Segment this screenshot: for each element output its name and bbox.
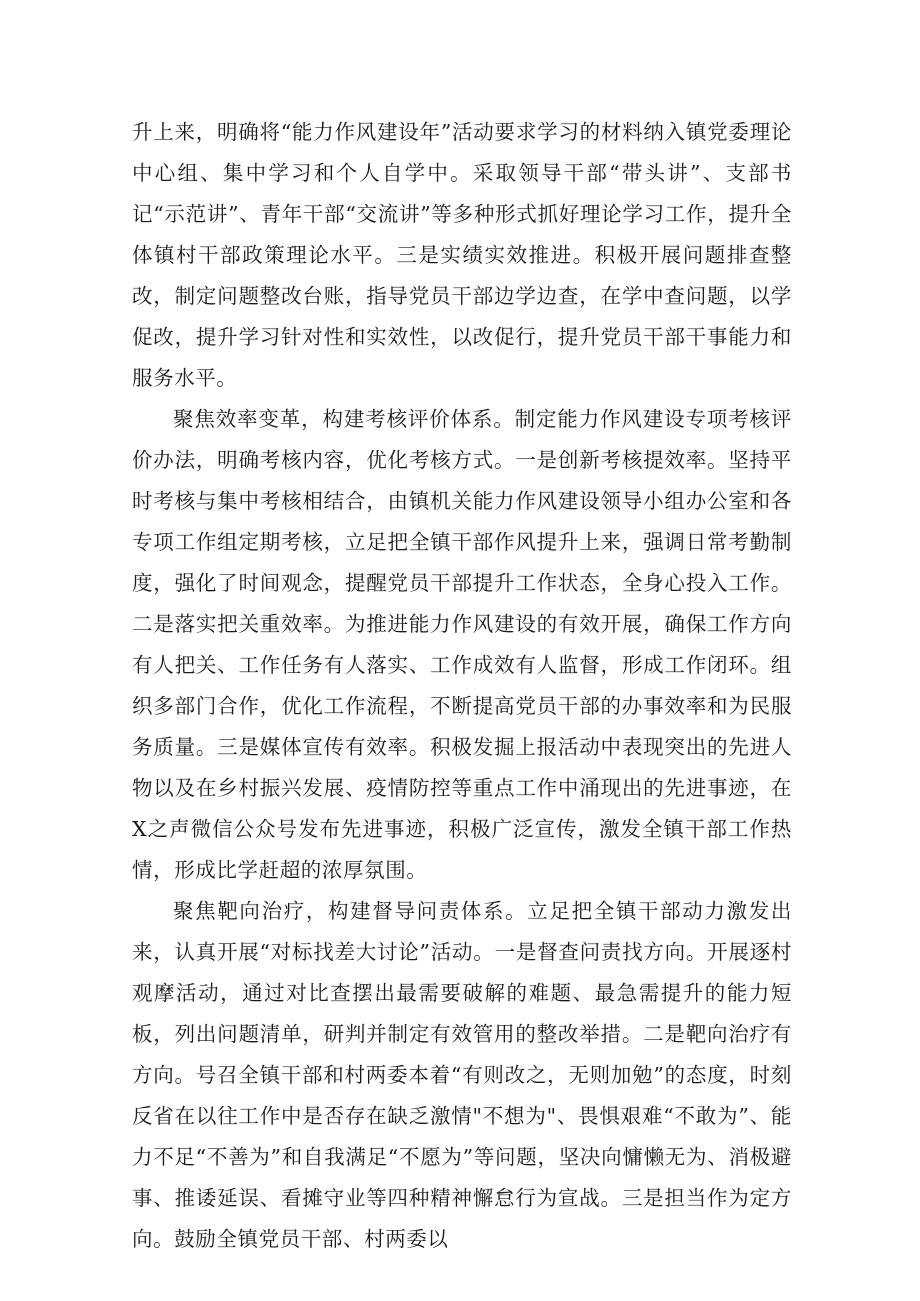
paragraph-continuation: 升上来，明确将“能力作风建设年”活动要求学习的材料纳入镇党委理论中心组、集中学习和个人自学中。采取领导干部“带头讲”、支部书记“示范讲”、青年干部“交流讲”等多种形式抓好理论学习工作，提升全体镇村干部政策理论水平。三是实绩实效推进。积极开展问题排查整改，制定问题整改台账，指导党员干部边学边查，在学中查问题，以学促改，提升学习针对性和实效性，以改促行，提升党员干部干事能力和服务水平。 xyxy=(132,120,792,390)
paragraph-efficiency-reform: 聚焦效率变革，构建考核评价体系。制定能力作风建设专项考核评价办法，明确考核内容，优化考核方式。一是创新考核提效率。坚持平时考核与集中考核相结合，由镇机关能力作风建设领导小组办公室和各专项工作组定期考核，立足把全镇干部作风提升上来，强调日常考勤制度，强化了时间观念，提醒党员干部提升工作状态，全身心投入工作。二是落实把关重效率。为推进能力作风建设的有效开展，确保工作方向有人把关、工作任务有人落实、工作成效有人监督，形成工作闭环。组织多部门合作，优化工作流程，不断提高党员干部的办事效率和为民服务质量。三是媒体宣传有效率。积极发掘上报活动中表现突出的先进人物以及在乡村振兴发展、疫情防控等重点工作中涌现出的先进事迹，在X之声微信公众号发布先进事迹，积极广泛宣传，激发全镇干部工作热情，形成比学赶超的浓厚氛围。 xyxy=(132,407,792,882)
paragraph-targeted-treatment: 聚焦靶向治疗，构建督导问责体系。立足把全镇干部动力激发出来，认真开展“对标找差大讨论”活动。一是督查问责找方向。开展逐村观摩活动，通过对比查摆出最需要破解的难题、最急需提升的能力短板，列出问题清单，研判并制定有效管用的整改举措。二是靶向治疗有方向。号召全镇干部和村两委本着“有则改之，无则加勉”的态度，时刻反省在以往工作中是否存在缺乏激情"不想为"、畏惧艰难“不敢为”、能力不足“不善为”和自我满足“不愿为”等问题，坚决向慵懒无为、消极避事、推诿延误、看摊守业等四种精神懈怠行为宣战。三是担当作为定方向。鼓励全镇党员干部、村两委以 xyxy=(132,899,792,1251)
document-body xyxy=(132,112,792,1260)
